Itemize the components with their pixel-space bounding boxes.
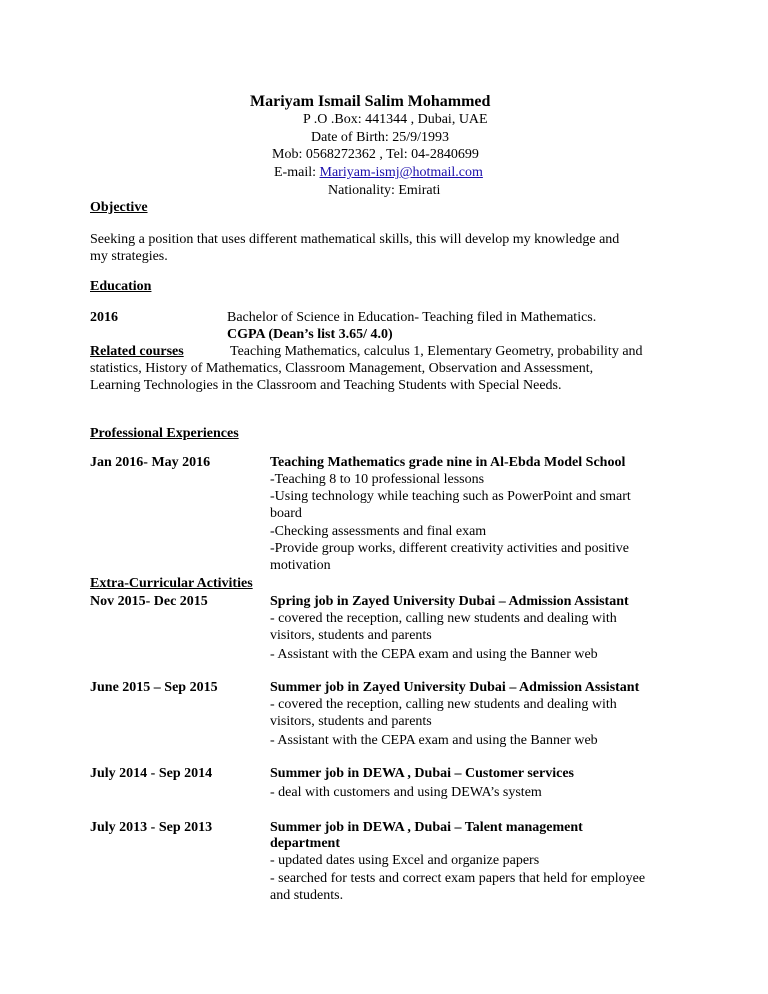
job-duty: - covered the reception, calling new students and dealing with [270, 611, 617, 626]
job-duty: - Assistant with the CEPA exam and using the Banner web [270, 733, 598, 748]
job-duty: - Assistant with the CEPA exam and using the Banner web [270, 647, 598, 662]
education-degree: Bachelor of Science in Education- Teaching filed in Mathematics. [227, 310, 597, 325]
job-duty: and students. [270, 888, 344, 903]
job-title: Teaching Mathematics grade nine in Al-Ebda Model School [270, 455, 626, 470]
email-line [274, 164, 483, 181]
related-courses-line-1: Teaching Mathematics, calculus 1, Elementary Geometry, probability and [230, 344, 643, 359]
education-cgpa: CGPA (Dean’s list 3.65/ 4.0) [227, 327, 393, 342]
related-courses-line-3: Learning Technologies in the Classroom and Teaching Students with Special Needs. [90, 378, 562, 393]
job-duty: board [270, 506, 302, 521]
job-duty: - deal with customers and using DEWA’s system [270, 785, 542, 800]
job-duty: - searched for tests and correct exam papers that held for employee [270, 871, 646, 886]
objective-heading: Objective [90, 200, 148, 215]
job-duty: - updated dates using Excel and organize papers [270, 853, 540, 868]
objective-text-line-2: my strategies. [90, 249, 168, 264]
job-dates: July 2013 - Sep 2013 [90, 820, 213, 835]
job-title: Summer job in Zayed University Dubai – Admission Assistant [270, 680, 640, 695]
email-label: E-mail: [274, 165, 316, 180]
job-duty: -Checking assessments and final exam [270, 524, 487, 539]
related-courses-line-2: statistics, History of Mathematics, Classroom Management, Observation and Assessment, [90, 361, 594, 376]
job-duty: -Provide group works, different creativity activities and positive [270, 541, 629, 556]
po-box: P .O .Box: 441344 , Dubai, UAE [303, 112, 488, 127]
phone-numbers: Mob: 0568272362 , Tel: 04-2840699 [272, 147, 479, 162]
job-title: Summer job in DEWA , Dubai – Customer services [270, 766, 574, 781]
job-title-continued: department [270, 836, 340, 851]
job-dates: Nov 2015- Dec 2015 [90, 594, 208, 609]
job-duty: visitors, students and parents [270, 628, 432, 643]
job-title: Spring job in Zayed University Dubai – Admission Assistant [270, 594, 629, 609]
job-duty: visitors, students and parents [270, 714, 432, 729]
job-duty: -Using technology while teaching such as PowerPoint and smart [270, 489, 631, 504]
job-dates: July 2014 - Sep 2014 [90, 766, 213, 781]
job-duty: - covered the reception, calling new students and dealing with [270, 697, 617, 712]
related-courses-label: Related courses [90, 344, 184, 359]
job-dates: June 2015 – Sep 2015 [90, 680, 218, 695]
email-link[interactable]: Mariyam-ismj@hotmail.com [319, 165, 483, 180]
education-year: 2016 [90, 310, 118, 325]
nationality: Nationality: Emirati [328, 183, 441, 198]
job-dates: Jan 2016- May 2016 [90, 455, 211, 470]
education-heading: Education [90, 279, 152, 294]
job-duty: -Teaching 8 to 10 professional lessons [270, 472, 485, 487]
job-duty: motivation [270, 558, 331, 573]
professional-experiences-heading: Professional Experiences [90, 426, 239, 441]
extra-curricular-heading: Extra-Curricular Activities [90, 576, 253, 591]
job-title: Summer job in DEWA , Dubai – Talent management [270, 820, 583, 835]
date-of-birth: Date of Birth: 25/9/1993 [311, 130, 450, 145]
objective-text-line-1: Seeking a position that uses different mathematical skills, this will develop my knowledge and [90, 232, 620, 247]
candidate-name: Mariyam Ismail Salim Mohammed [250, 93, 491, 110]
